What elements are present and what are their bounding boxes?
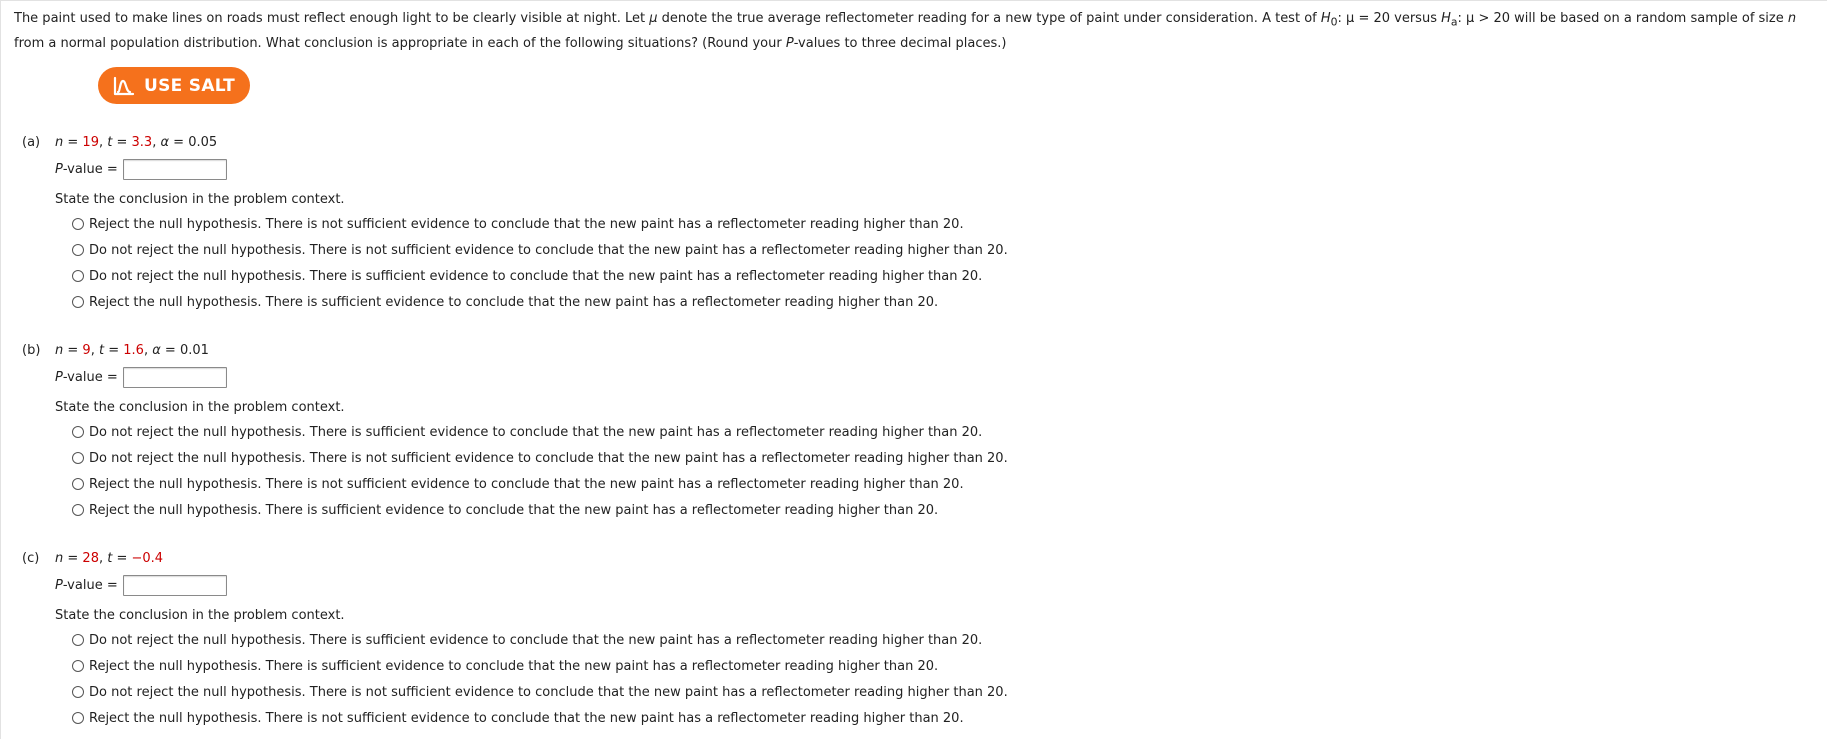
n-label: n	[55, 551, 64, 566]
intro-text-1: The paint used to make lines on roads must reflect enough light to be clearly visible at night. Let	[14, 11, 650, 26]
part-heading: (b) n = 9, t = 1.6, α = 0.01	[22, 341, 209, 361]
conclusion-prompt: State the conclusion in the problem context.	[55, 608, 345, 623]
conclusion-prompt: State the conclusion in the problem context.	[55, 192, 345, 207]
intro-text-5: from a normal population distribution. What conclusion is appropriate in each of the following situations? (Round your	[14, 35, 786, 51]
part-letter: (c)	[22, 551, 40, 566]
radio-button[interactable]	[72, 270, 84, 282]
pvalue-label	[55, 162, 118, 177]
pvalue-input[interactable]	[123, 575, 227, 596]
part-heading: (c) n = 28, t = −0.4	[22, 549, 163, 569]
conclusion-option[interactable]	[72, 289, 1008, 315]
option-label: Reject the null hypothesis. There is not sufficient evidence to conclude that the new paint has a reflectometer reading higher than 20.	[89, 476, 964, 492]
n-value: 9	[82, 343, 91, 358]
conclusion-option[interactable]	[72, 497, 1008, 523]
alpha-value: 0.01	[179, 343, 209, 358]
intro-text-4: : μ > 20 will be based on a random sample of size	[1457, 11, 1788, 26]
part-heading: (a) n = 19, t = 3.3, α = 0.05	[22, 133, 217, 153]
conclusion-options	[72, 627, 1008, 731]
radio-button[interactable]	[72, 634, 84, 646]
alpha-label: α	[152, 343, 161, 358]
t-value: −0.4	[131, 551, 164, 566]
n-value: 19	[82, 135, 99, 150]
intro-text-3: : μ = 20 versus	[1337, 11, 1442, 26]
pvalue-label-p: P	[55, 161, 63, 177]
radio-button[interactable]	[72, 478, 84, 490]
pvalue-label	[55, 370, 118, 385]
p-symbol: P	[785, 35, 794, 51]
pvalue-row	[55, 365, 227, 389]
radio-button[interactable]	[72, 686, 84, 698]
radio-button[interactable]	[72, 296, 84, 308]
option-label: Do not reject the null hypothesis. There is not sufficient evidence to conclude that the new paint has a reflectometer reading higher than 20.	[89, 450, 1008, 466]
conclusion-option[interactable]	[72, 445, 1008, 471]
pvalue-row	[55, 573, 227, 597]
n-value: 28	[82, 551, 99, 566]
pvalue-label-p: P	[55, 369, 63, 385]
n-label: n	[55, 135, 64, 150]
radio-button[interactable]	[72, 218, 84, 230]
radio-button[interactable]	[72, 244, 84, 256]
conclusion-option[interactable]	[72, 627, 1008, 653]
conclusion-option[interactable]	[72, 237, 1008, 263]
conclusion-option[interactable]	[72, 679, 1008, 705]
conclusion-option[interactable]	[72, 653, 1008, 679]
conclusion-option[interactable]	[72, 263, 1008, 289]
radio-button[interactable]	[72, 452, 84, 464]
radio-button[interactable]	[72, 712, 84, 724]
option-label: Do not reject the null hypothesis. There is not sufficient evidence to conclude that the new paint has a reflectometer reading higher than 20.	[89, 242, 1008, 258]
conclusion-option[interactable]	[72, 471, 1008, 497]
pvalue-label-rest: -value =	[62, 369, 118, 385]
t-value: 3.3	[131, 135, 153, 150]
ha-symbol: H	[1441, 11, 1451, 26]
option-label: Do not reject the null hypothesis. There is not sufficient evidence to conclude that the new paint has a reflectometer reading higher than 20.	[89, 684, 1008, 700]
t-label: t	[107, 551, 113, 566]
salt-chart-icon	[113, 76, 135, 96]
option-label: Do not reject the null hypothesis. There is sufficient evidence to conclude that the new paint has a reflectometer reading higher than 20.	[89, 632, 983, 648]
intro-text-6: -values to three decimal places.)	[793, 35, 1007, 51]
use-salt-button[interactable]	[98, 67, 250, 104]
conclusion-option[interactable]	[72, 705, 1008, 731]
h0-symbol: H	[1320, 11, 1331, 26]
option-label: Reject the null hypothesis. There is not sufficient evidence to conclude that the new paint has a reflectometer reading higher than 20.	[89, 216, 964, 232]
radio-button[interactable]	[72, 426, 84, 438]
option-label: Reject the null hypothesis. There is sufficient evidence to conclude that the new paint has a reflectometer reading higher than 20.	[89, 502, 939, 518]
conclusion-option[interactable]	[72, 419, 1008, 445]
option-label: Reject the null hypothesis. There is sufficient evidence to conclude that the new paint has a reflectometer reading higher than 20.	[89, 658, 939, 674]
conclusion-option[interactable]	[72, 211, 1008, 237]
problem-statement	[14, 8, 1814, 54]
option-label: Reject the null hypothesis. There is sufficient evidence to conclude that the new paint has a reflectometer reading higher than 20.	[89, 294, 939, 310]
t-label: t	[107, 135, 113, 150]
mu-symbol: μ	[649, 11, 658, 26]
pvalue-label	[55, 578, 118, 593]
n-label: n	[55, 343, 64, 358]
part-letter: (b)	[22, 343, 41, 358]
t-value: 1.6	[123, 343, 144, 358]
pvalue-label-rest: -value =	[62, 577, 118, 593]
part-letter: (a)	[22, 135, 41, 150]
option-label: Do not reject the null hypothesis. There is sufficient evidence to conclude that the new paint has a reflectometer reading higher than 20.	[89, 268, 983, 284]
conclusion-options	[72, 419, 1008, 523]
alpha-label: α	[160, 135, 170, 150]
intro-text-2: denote the true average reflectometer reading for a new type of paint under consideration. A test of	[657, 11, 1321, 26]
option-label: Do not reject the null hypothesis. There is sufficient evidence to conclude that the new paint has a reflectometer reading higher than 20.	[89, 424, 983, 440]
pvalue-input[interactable]	[123, 159, 227, 180]
h0-subscript: 0	[1330, 15, 1338, 29]
conclusion-prompt: State the conclusion in the problem context.	[55, 400, 345, 415]
pvalue-input[interactable]	[123, 367, 227, 388]
ha-subscript: a	[1450, 15, 1458, 29]
t-label: t	[98, 343, 105, 358]
alpha-value: 0.05	[188, 135, 218, 150]
conclusion-options	[72, 211, 1008, 315]
radio-button[interactable]	[72, 660, 84, 672]
pvalue-label-p: P	[55, 577, 63, 593]
pvalue-row	[55, 157, 227, 181]
radio-button[interactable]	[72, 504, 84, 516]
n-symbol: n	[1787, 11, 1797, 26]
use-salt-label: USE SALT	[144, 75, 235, 96]
pvalue-label-rest: -value =	[62, 161, 118, 177]
option-label: Reject the null hypothesis. There is not sufficient evidence to conclude that the new paint has a reflectometer reading higher than 20.	[89, 710, 964, 726]
